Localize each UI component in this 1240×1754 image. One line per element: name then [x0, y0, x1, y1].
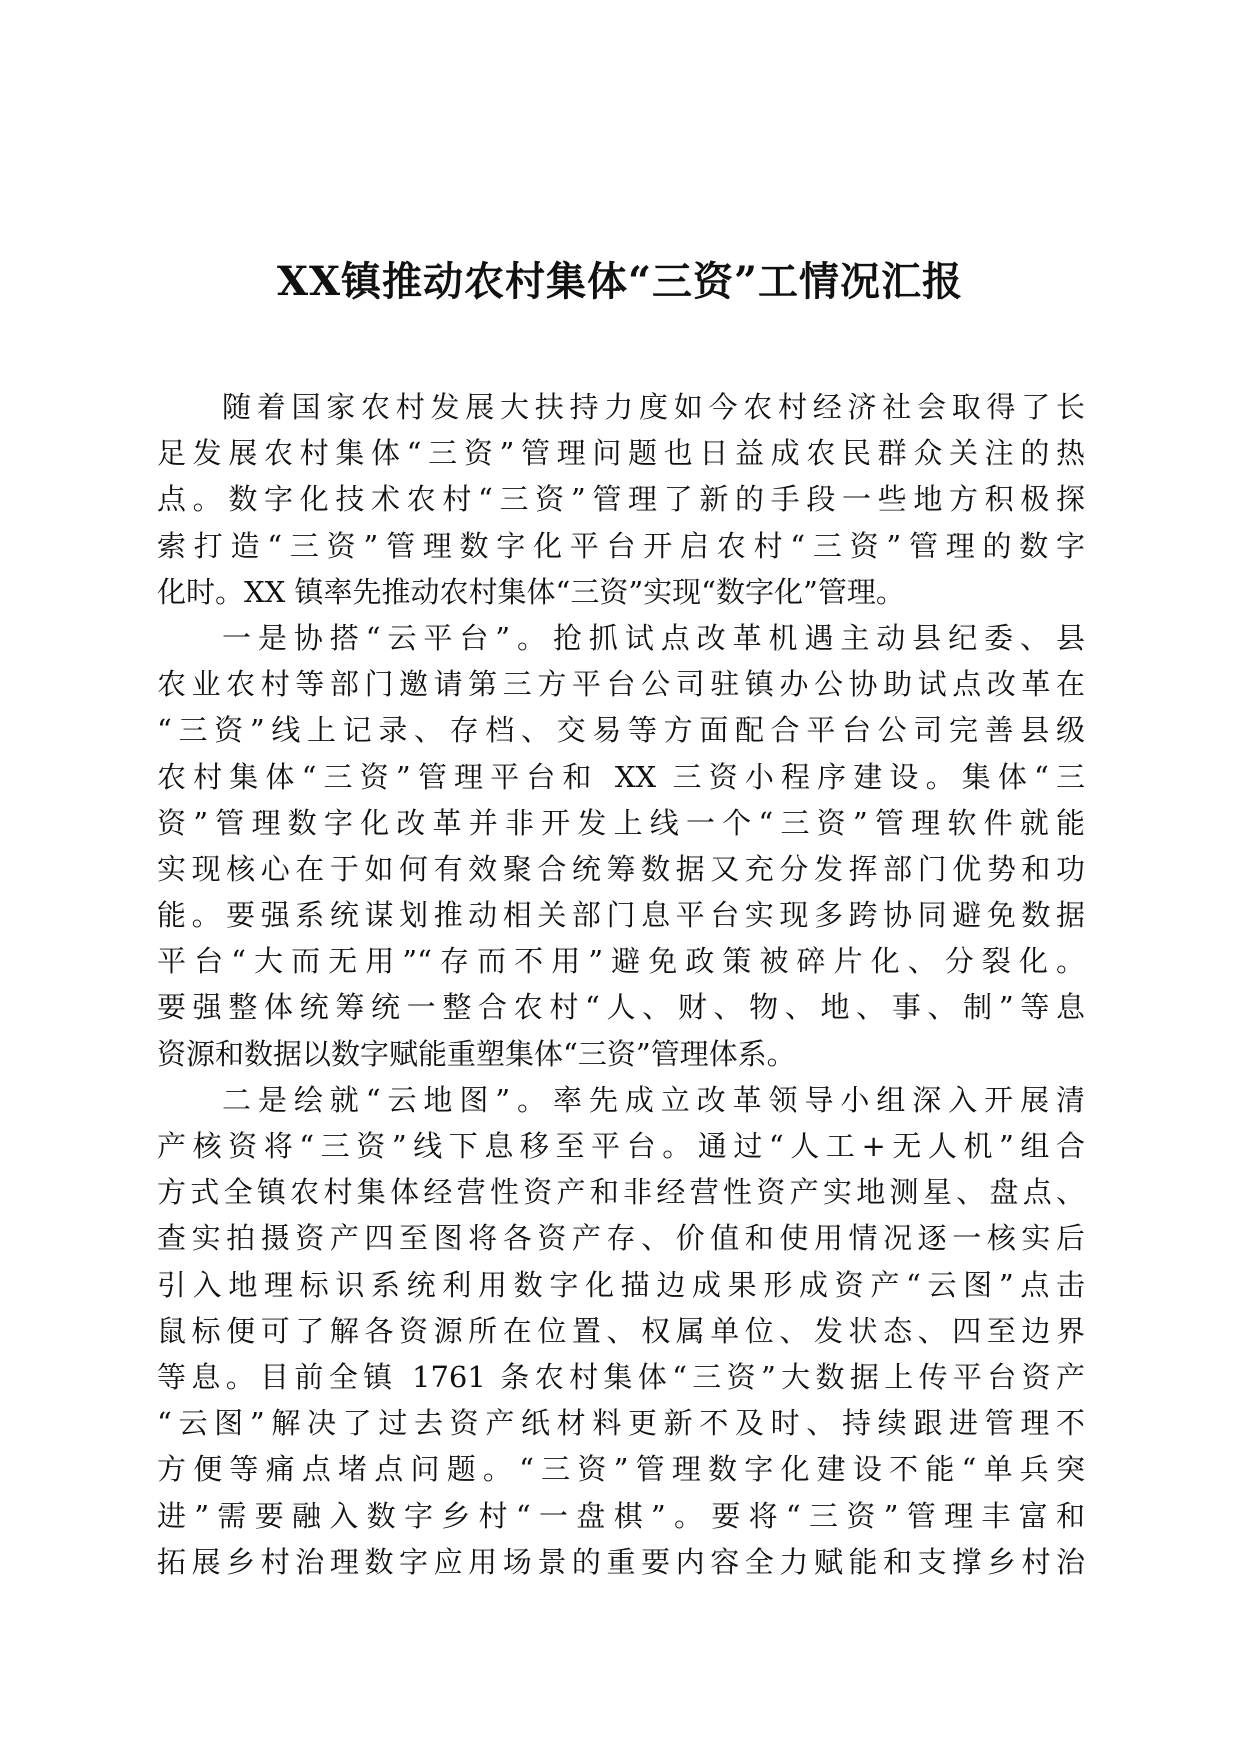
body-line: 引入地理标识系统利用数字化描边成果形成资产“云图”点击	[157, 1267, 1085, 1302]
body-line: 化时。XX 镇率先推动农村集体“三资”实现“数字化”管理。	[157, 574, 905, 609]
body-line: 农业农村等部门邀请第三方平台公司驻镇办公协助试点改革在	[157, 667, 1085, 702]
body-line: 随着国家农村发展大扶持力度如今农村经济社会取得了长	[222, 390, 1085, 424]
body-line: 方便等痛点堵点问题。“三资”管理数字化建设不能“单兵突	[157, 1452, 1085, 1487]
body-line: 等息。目前全镇 1761 条农村集体“三资”大数据上传平台资产	[157, 1359, 1085, 1394]
body-line: 索打造“三资”管理数字化平台开启农村“三资”管理的数字	[157, 528, 1085, 563]
body-line: 能。要强系统谋划推动相关部门息平台实现多跨协同避免数据	[157, 898, 1085, 933]
body-line: “云图”解决了过去资产纸材料更新不及时、持续跟进管理不	[157, 1406, 1085, 1441]
body-line: 产核资将“三资”线下息移至平台。通过“人工+无人机”组合	[157, 1129, 1085, 1163]
body-line: 平台“大而无用”“存而不用”避免政策被碎片化、分裂化。	[157, 944, 1085, 979]
body-line: 实现核心在于如何有效聚合统筹数据又充分发挥部门优势和功	[157, 851, 1085, 886]
body-line: 进”需要融入数字乡村“一盘棋”。要将“三资”管理丰富和	[157, 1498, 1085, 1533]
body-line: 拓展乡村治理数字应用场景的重要内容全力赋能和支撑乡村治	[157, 1544, 1085, 1579]
body-line: 方式全镇农村集体经营性资产和非经营性资产实地测星、盘点、	[157, 1175, 1085, 1210]
body-line: 二是绘就“云地图”。率先成立改革领导小组深入开展清	[222, 1082, 1085, 1117]
body-line: “三资”线上记录、存档、交易等方面配合平台公司完善县级	[157, 713, 1085, 748]
document-body	[157, 384, 1085, 1585]
body-line: 资”管理数字化改革并非开发上线一个“三资”管理软件就能	[157, 805, 1085, 840]
body-line: 鼠标便可了解各资源所在位置、权属单位、发状态、四至边界	[157, 1313, 1085, 1348]
body-line: 要强整体统筹统一整合农村“人、财、物、地、事、制”等息	[157, 990, 1085, 1025]
body-line: 一是协搭“云平台”。抢抓试点改革机遇主动县纪委、县	[222, 620, 1085, 655]
body-line: 足发展农村集体“三资”管理问题也日益成农民群众关注的热	[157, 436, 1085, 471]
body-line: 农村集体“三资”管理平台和 XX 三资小程序建设。集体“三	[157, 759, 1085, 794]
body-line: 点。数字化技术农村“三资”管理了新的手段一些地方积极探	[157, 482, 1085, 517]
document-title: XX镇推动农村集体“三资”工情况汇报	[276, 258, 964, 305]
body-line: 查实拍摄资产四至图将各资产存、价值和使用情况逐一核实后	[157, 1221, 1085, 1256]
body-line: 资源和数据以数字赋能重塑集体“三资”管理体系。	[157, 1036, 796, 1071]
